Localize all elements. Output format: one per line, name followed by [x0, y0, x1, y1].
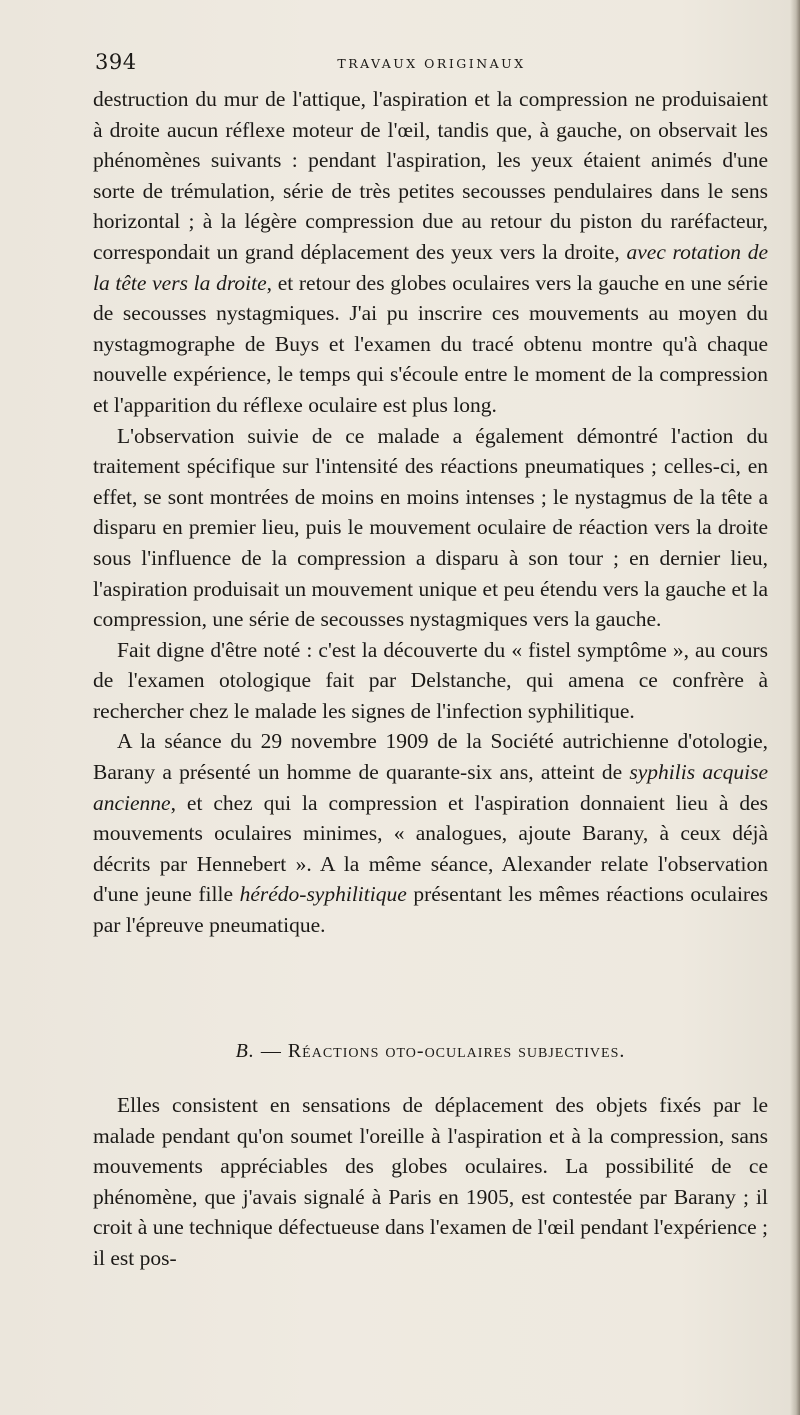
- paragraph-4-italic-2: hérédo-syphilitique: [239, 882, 407, 907]
- paragraph-4-italic-1: syphilis acquise ancienne: [93, 760, 768, 815]
- paragraph-4-part-b: , et chez qui la compression et l'aspiration donnaient lieu à des mouvements oculaires minimes, « analogues, ajoute Barany, à ceux déjà décrits par Hennebert ». A la même séance, Alexander relate l'observation d'une jeune fille: [93, 790, 768, 907]
- paragraph-3: Fait digne d'être noté : c'est la découverte du « fistel symptôme », au cours de l'examen otologique fait par Delstanche, qui amena ce confrère à rechercher chez le malade les signes de l'infection syphilitique.: [93, 637, 768, 723]
- body-text-section-b: [93, 1090, 768, 1274]
- page-header: [95, 50, 768, 76]
- paragraph-2: L'observation suivie de ce malade a également démontré l'action du traitement spécifique sur l'intensité des réactions pneumatiques ; celles-ci, en effet, se sont montrées de moins en moins intenses ; le nystagmus de la tête a disparu en premier lieu, puis le mouvement oculaire de réaction vers la droite sous l'influence de la compression a disparu à son tour ; en dernier lieu, l'aspiration produisait un mouvement unique et peu étendu vers la gauche et la compression, une série de secousses nystagmiques vers la gauche.: [93, 423, 768, 632]
- section-heading: [93, 1040, 768, 1063]
- running-title: TRAVAUX ORIGINAUX: [337, 56, 526, 71]
- paragraph-1-part-b: , et retour des globes oculaires vers la gauche en une série de secousses nystagmiques. J'ai pu inscrire ces mouvements au moyen du nystagmographe de Buys et l'examen du tracé obtenu montre qu'à chaque nouvelle expérience, le temps qui s'écoule entre le moment de la compression et l'apparition du réflexe oculaire est plus long.: [93, 270, 768, 417]
- section-letter: B.: [235, 1040, 255, 1062]
- paragraph-4: [93, 726, 768, 940]
- page-edge-shadow: [790, 0, 800, 1415]
- section-dash: —: [254, 1040, 288, 1062]
- paragraph-4-part-c: présentant les mêmes réactions oculaires par l'épreuve pneumatique.: [93, 882, 768, 938]
- body-text: [93, 84, 768, 941]
- page-number: 394: [95, 50, 137, 74]
- paragraph-1: [93, 84, 768, 421]
- paragraph-1-italic: avec rotation de la tête vers la droite: [93, 239, 768, 295]
- section-title: Réactions oto-oculaires subjectives.: [287, 1040, 626, 1062]
- paragraph-5: Elles consistent en sensations de déplacement des objets fixés par le malade pendant qu'on soumet l'oreille à l'aspiration et à la compression, sans mouvements appréciables des globes oculaires. La possibilité de ce phénomène, que j'avais signalé à Paris en 1905, est contestée par Barany ; il croit à une technique défectueuse dans l'examen de l'œil pendant l'expérience ; il est pos-: [93, 1093, 768, 1270]
- paragraph-4-part-a: A la séance du 29 novembre 1909 de la Société autrichienne d'otologie, Barany a présenté un homme de quarante-six ans, atteint de: [93, 729, 768, 785]
- paragraph-1-part-a: destruction du mur de l'attique, l'aspiration et la compression ne produisaient à droite aucun réflexe moteur de l'œil, tandis que, à gauche, on observait les phénomènes suivants : pendant l'aspiration, les yeux étaient animés d'une sorte de trémulation, série de très petites secousses pendulaires dans le sens horizontal ; à la légère compression due au retour du piston du raréfacteur, correspondait un grand déplacement des yeux vers la droite,: [93, 87, 768, 264]
